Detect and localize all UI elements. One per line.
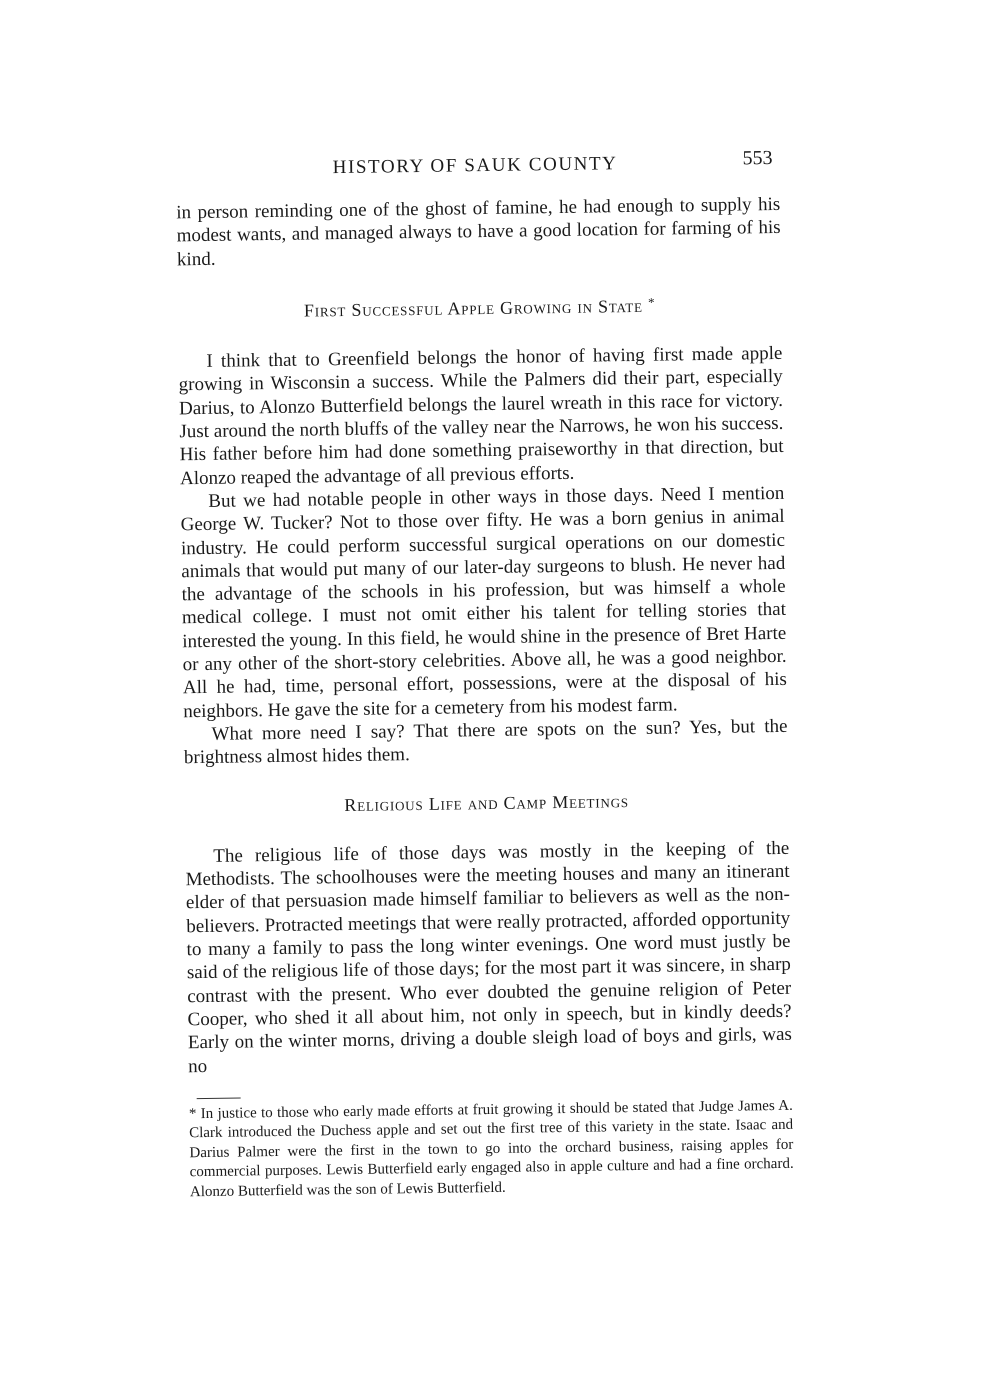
- section-heading-text: Religious Life and Camp Meetings: [344, 790, 629, 815]
- paragraph: I think that to Greenfield belongs the honor of having first made apple growing in Wisconsin a success. While the Palmers did their part, especially Darius, to Alonzo Butterfield belongs the laurel wreath in this race for victory. Just around the north bluffs of the valley near the Narrows, he won his success. His father before him had done something praiseworthy in that direction, but Alonzo reaped the advantage of all previous efforts.: [178, 343, 784, 489]
- running-head: [173, 147, 783, 190]
- section-heading-text: First Successful Apple Growing in State: [303, 295, 643, 321]
- running-title: HISTORY OF SAUK COUNTY: [332, 153, 618, 179]
- section-heading-apple-growing: [177, 289, 781, 325]
- section-heading-religious-life: [184, 787, 788, 819]
- page-number: 553: [742, 147, 773, 170]
- continued-paragraph: in person reminding one of the ghost of famine, he had enough to supply his modest wants, and managed always to have a good location for farming of his kind.: [176, 193, 781, 270]
- footnote: * In justice to those who early made efforts at fruit growing it should be stated that Judge James A. Clark introduced the Duchess apple and set out the first tree of this variety in the state. Isaac and Darius Palmer were the first in the town to go into the orchard business, raising apples for commercial purposes. Lewis Butterfield early engaged also in apple culture and had a fine orchard. Alonzo Butterfield was the son of Lewis Butterfield.: [188, 1097, 794, 1201]
- footnote-marker: *: [647, 294, 656, 310]
- paragraph: The religious life of those days was mostly in the keeping of the Methodists. The schoolhouses were the meeting houses and many an itinerant elder of that persuasion made himself familiar to believers as well as the non-believers. Protracted meetings that were really protracted, afforded opportunity to many a family to pass the long winter evenings. One word must justly be said of the religious life of those days; for the most part it was sincere, in sharp contrast with the present. Who ever doubted the genuine religion of Peter Cooper, who shed it all about him, not only in speech, but in kindly deeds? Early on the winter morns, driving a double sleigh load of boys and girls, was no: [185, 837, 792, 1077]
- footnote-divider: [197, 1097, 241, 1099]
- paragraph: But we had notable people in other ways in those days. Need I mention George W. Tucker? Not to those over fifty. He was a born genius in animal industry. He could perform successful surgical operations on our domestic animals that would put many of our later-day surgeons to blush. He never had the advantage of the schools in his profession, but was himself a whole medical college. I must not omit either his talent for telling stories that interested the young. In this field, he would shine in the presence of Bret Harte or any other of the short-story celebrities. Above all, he was a good neighbor. All he had, time, personal effort, possessions, were at the disposal of his neighbors. He gave the site for a cemetery from his modest farm.: [180, 482, 788, 722]
- body-text: [176, 193, 794, 1203]
- paragraph: What more need I say? That there are spots on the sun? Yes, but the brightness almost hides them.: [183, 715, 788, 769]
